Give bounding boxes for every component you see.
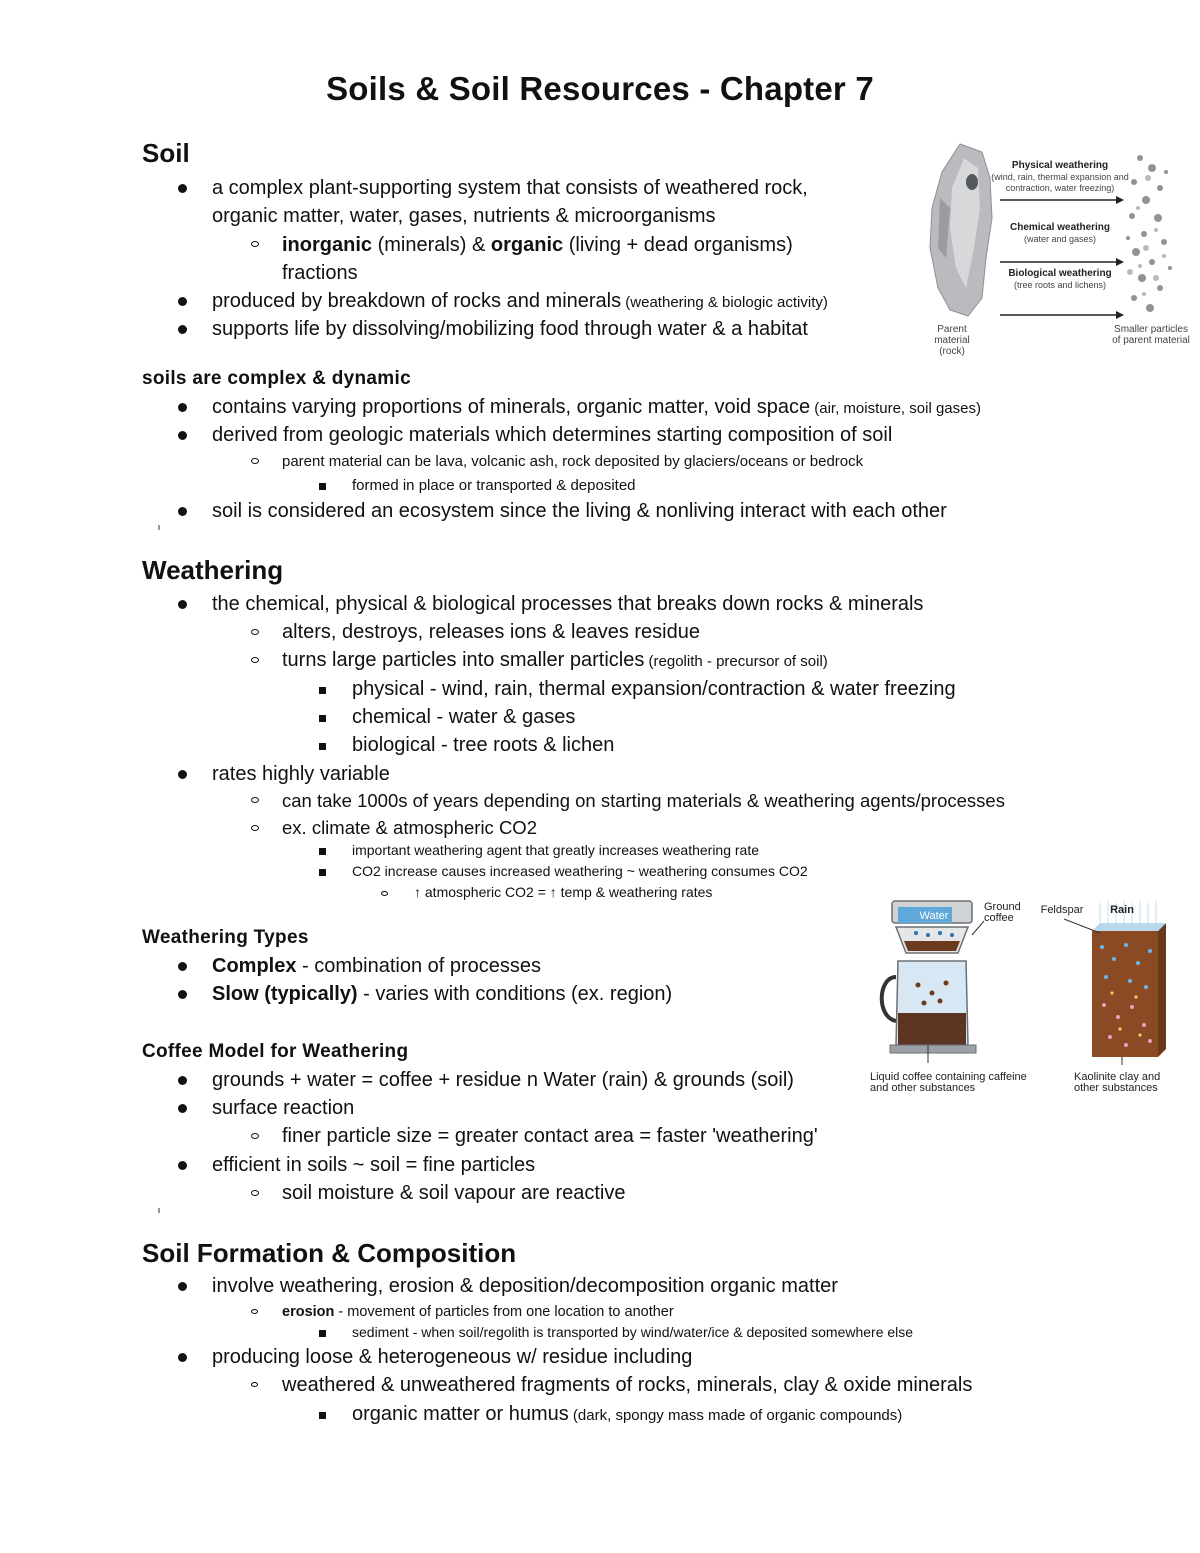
term-slow: Slow (typically) (212, 983, 358, 1005)
bullet-square (319, 483, 326, 490)
formation-fragments: weathered & unweathered fragments of rocks, minerals, clay & oxide minerals (282, 1374, 973, 1396)
parent-material-caption: Parent material (rock) (934, 324, 970, 357)
bullet-dot (178, 600, 187, 609)
note-regolith: (regolith - precursor of soil) (644, 653, 828, 670)
heading-weathering-types: Weathering Types (142, 927, 309, 948)
bullet-ring (251, 1309, 258, 1314)
term-inorganic: inorganic (282, 234, 373, 256)
note-humus: (dark, spongy mass made of organic compounds) (568, 1407, 903, 1424)
complex-proportions (212, 395, 981, 421)
types-complex (212, 954, 541, 978)
bullet-ring (251, 629, 259, 635)
physical-weathering-title: Physical weathering (1011, 160, 1109, 171)
text-erosion-def: - movement of particles from one location to another (334, 1304, 674, 1320)
coffee-soil-moisture: soil moisture & soil vapour are reactive (282, 1182, 626, 1204)
weathering-atmospheric-co2: ↑ atmospheric CO2 = ↑ temp & weathering rates (414, 884, 713, 900)
bullet-square (319, 1330, 326, 1337)
bullet-dot (178, 1282, 187, 1291)
bullet-dot (178, 297, 187, 306)
note-air-moisture: (air, moisture, soil gases) (810, 400, 981, 417)
formation-involve: involve weathering, erosion & deposition/decomposition organic matter (212, 1275, 838, 1297)
formation-sediment: sediment - when soil/regolith is transported by wind/water/ice & deposited somewhere else (352, 1324, 914, 1340)
bullet-square (319, 687, 326, 694)
text-proportions: contains varying proportions of minerals, organic matter, void space (212, 396, 811, 418)
weathering-co2-increase: CO2 increase causes increased weathering ~ weathering consumes CO2 (352, 863, 808, 879)
bullet-square (319, 1412, 326, 1419)
weathering-definition: the chemical, physical & biological processes that breaks down rocks & minerals (212, 593, 924, 615)
soil-definition-line2: organic matter, water, gases, nutrients & microorganisms (212, 205, 716, 227)
liquid-coffee-caption: Liquid coffee containing caffeine and other substances (870, 1071, 1027, 1094)
weathering-climate-co2: ex. climate & atmospheric CO2 (282, 817, 537, 838)
bullet-square (319, 715, 326, 722)
bullet-ring (251, 1133, 259, 1139)
text-combination: - combination of processes (296, 955, 542, 977)
margin-mark (158, 1208, 160, 1213)
text-produced: produced by breakdown of rocks and minerals (212, 290, 622, 312)
text-minerals: (minerals) & (372, 234, 491, 256)
soil-definition-line1: a complex plant-supporting system that consists of weathered rock, (212, 177, 808, 199)
bullet-dot (178, 1161, 187, 1170)
coffee-finer-particle: finer particle size = greater contact area = faster 'weathering' (282, 1125, 818, 1147)
heading-soils-complex: soils are complex & dynamic (142, 368, 411, 389)
bullet-dot (178, 184, 187, 193)
margin-mark (158, 525, 160, 530)
weathering-chemical: chemical - water & gases (352, 706, 576, 728)
term-erosion: erosion (282, 1304, 335, 1320)
biological-weathering-title: Biological weathering (1008, 268, 1112, 279)
bullet-ring (251, 657, 259, 663)
text-particles: turns large particles into smaller particles (282, 649, 645, 671)
weathering-physical: physical - wind, rain, thermal expansion/contraction & water freezing (352, 678, 956, 700)
bullet-ring (251, 1382, 258, 1387)
bullet-ring (251, 825, 259, 831)
complex-formed-in-place: formed in place or transported & deposited (352, 477, 636, 494)
bullet-dot (178, 990, 187, 999)
text-living-dead: (living + dead organisms) (563, 234, 793, 256)
page-title: Soils & Soil Resources - Chapter 7 (326, 70, 874, 107)
bullet-ring (381, 891, 388, 896)
note-weathering-biologic: (weathering & biologic activity) (621, 294, 828, 311)
rain-label: Rain (1110, 904, 1134, 916)
chemical-weathering-sub: (water and gases) (1023, 234, 1097, 244)
formation-humus (352, 1402, 902, 1428)
ground-coffee-label: Ground coffee (984, 901, 1021, 924)
weathering-important-agent: important weathering agent that greatly increases weathering rate (352, 842, 760, 858)
heading-coffee-model: Coffee Model for Weathering (142, 1041, 409, 1062)
water-label: Water (919, 910, 949, 922)
bullet-dot (178, 325, 187, 334)
bullet-ring (251, 241, 259, 247)
soil-fractions-line2: fractions (282, 262, 358, 284)
kaolinite-caption: Kaolinite clay and other substances (1074, 1071, 1161, 1094)
weathering-alters: alters, destroys, releases ions & leaves residue (282, 621, 700, 643)
bullet-dot (178, 431, 187, 440)
bullet-ring (251, 458, 259, 464)
chemical-weathering-title: Chemical weathering (1009, 222, 1111, 233)
soil-fractions-line1 (282, 233, 793, 257)
text-humus: organic matter or humus (352, 1403, 569, 1425)
weathering-biological: biological - tree roots & lichen (352, 734, 615, 756)
types-slow (212, 982, 672, 1006)
physical-weathering-sub: (wind, rain, thermal expansion and contraction, water freezing) (991, 172, 1129, 193)
bullet-dot (178, 1076, 187, 1085)
term-organic: organic (490, 234, 564, 256)
coffee-efficient-in-soils: efficient in soils ~ soil = fine particles (212, 1154, 536, 1176)
coffee-grounds-water: grounds + water = coffee + residue n Water (rain) & grounds (soil) (212, 1069, 794, 1091)
bullet-square (319, 743, 326, 750)
bullet-ring (251, 797, 259, 803)
bullet-dot (178, 403, 187, 412)
text-varies: - varies with conditions (ex. region) (357, 983, 673, 1005)
weathering-1000s-years: can take 1000s of years depending on starting materials & weathering agents/processes (282, 790, 1005, 811)
heading-weathering: Weathering (142, 555, 284, 585)
bullet-dot (178, 770, 187, 779)
coffee-surface-reaction: surface reaction (212, 1097, 355, 1119)
bullet-dot (178, 962, 187, 971)
formation-producing-loose: producing loose & heterogeneous w/ residue including (212, 1346, 693, 1368)
biological-weathering-sub: (tree roots and lichens) (1013, 280, 1107, 290)
bullet-square (319, 869, 326, 876)
smaller-particles-caption: Smaller particles of parent material (1112, 324, 1190, 346)
soil-produced-by (212, 289, 828, 315)
weathering-rates: rates highly variable (212, 763, 390, 785)
term-complex: Complex (212, 955, 297, 977)
complex-parent-material: parent material can be lava, volcanic ash, rock deposited by glaciers/oceans or bedrock (282, 453, 864, 470)
bullet-dot (178, 1353, 187, 1362)
heading-soil: Soil (142, 138, 190, 168)
feldspar-label: Feldspar (1040, 904, 1084, 916)
bullet-ring (251, 1190, 259, 1196)
complex-ecosystem: soil is considered an ecosystem since the living & nonliving interact with each other (212, 500, 947, 522)
weathering-particles (282, 648, 828, 674)
heading-soil-formation: Soil Formation & Composition (142, 1238, 517, 1268)
soil-supports-life: supports life by dissolving/mobilizing food through water & a habitat (212, 318, 808, 340)
bullet-dot (178, 1104, 187, 1113)
bullet-square (319, 848, 326, 855)
complex-derived: derived from geologic materials which determines starting composition of soil (212, 424, 893, 446)
bullet-dot (178, 507, 187, 516)
